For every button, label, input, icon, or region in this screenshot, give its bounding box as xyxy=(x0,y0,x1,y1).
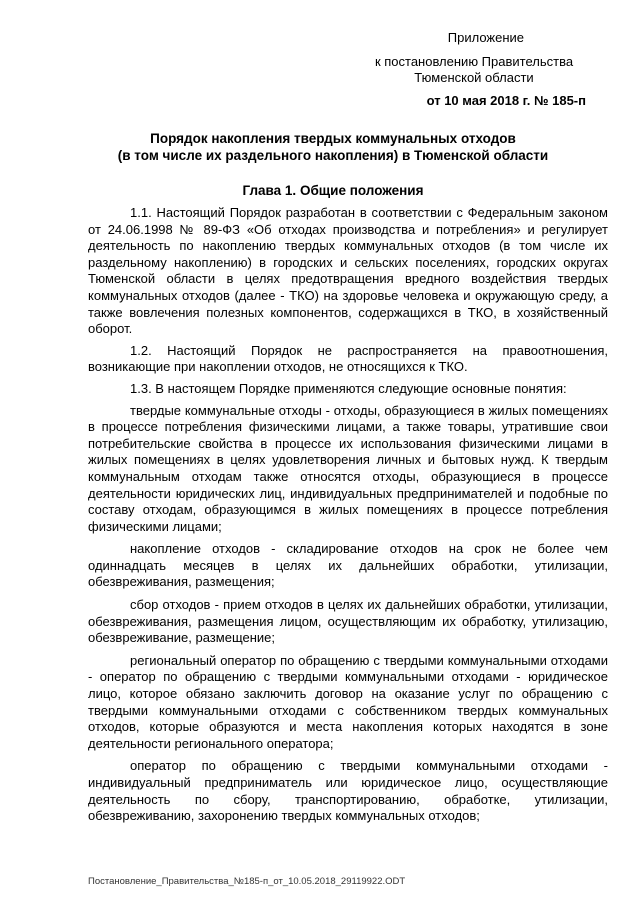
definition-solid-waste: твердые коммунальные отходы - отходы, образующиеся в жилых помещениях в процессе потребления физическими лицами, а также товары, утратившие свои потребительские свойства в процессе их использования физическими лицами в жилых помещениях в целях удовлетворения личных и бытовых нужд. К твердым коммунальным отходам также относятся отходы, образующиеся в процессе деятельности юридических лиц, индивидуальных предпринимателей и подобные по составу отходам, образующимся в жилых помещениях в процессе потребления физическими лицами; xyxy=(88,402,608,534)
resolution-reference xyxy=(354,54,594,86)
paragraph-1-1: 1.1. Настоящий Порядок разработан в соответствии с Федеральным законом от 24.06.1998 № 89-ФЗ «Об отходах производства и потребления» и регулирует деятельность по накоплению твердых коммунальных отходов (в том числе их раздельному накоплению) в городских и сельских поселениях, городских округах Тюменской области в целях предотвращения вредного воздействия твердых коммунальных отходов (далее - ТКО) на здоровье человека и окружающую среду, а также вовлечения полезных компонентов, содержащихся в ТКО, в хозяйственный оборот. xyxy=(88,205,608,337)
document-title-line1: Порядок накопления твердых коммунальных отходов xyxy=(150,131,516,146)
resolution-date: от 10 мая 2018 г. № 185-п xyxy=(426,93,586,108)
paragraph-1-2: 1.2. Настоящий Порядок не распространяется на правоотношения, возникающие при накоплении отходов, не относящихся к ТКО. xyxy=(88,342,608,375)
file-name-footer: Постановление_Правительства_№185-п_от_10.05.2018_29119922.ODT xyxy=(88,876,406,887)
chapter-heading: Глава 1. Общие положения xyxy=(242,183,424,198)
document-body xyxy=(88,205,608,831)
document-title xyxy=(88,130,578,164)
definition-regional-operator: региональный оператор по обращению с твердыми коммунальными отходами - оператор по обращению с твердыми коммунальными отходами - юридическое лицо, которое обязано заключить договор на оказание услуг по обращению с твердыми коммунальными отходами с собственником твердых коммунальных отходов, которые образуются и места накопления которых находятся в зоне деятельности регионального оператора; xyxy=(88,652,608,751)
definition-accumulation: накопление отходов - складирование отходов на срок не более чем одиннадцать месяцев в целях их дальнейших обработки, утилизации, обезвреживания, размещения; xyxy=(88,541,608,590)
definition-collection: сбор отходов - прием отходов в целях их дальнейших обработки, утилизации, обезвреживания, размещения лицом, осуществляющим их обработку, утилизацию, обезвреживание, размещение; xyxy=(88,597,608,646)
appendix-label: Приложение xyxy=(447,30,524,45)
document-title-line2: (в том числе их раздельного накопления) в Тюменской области xyxy=(117,148,549,163)
definition-operator: оператор по обращению с твердыми коммунальными отходами - индивидуальный предприниматель или юридическое лицо, осуществляющие деятельность по сбору, транспортированию, обработке, утилизации, обезвреживанию, захоронению твердых коммунальных отходов; xyxy=(88,758,608,824)
resolution-reference-line2: Тюменской области xyxy=(414,70,534,85)
resolution-reference-line1: к постановлению Правительства xyxy=(374,54,574,69)
paragraph-1-3: 1.3. В настоящем Порядке применяются следующие основные понятия: xyxy=(130,380,567,396)
